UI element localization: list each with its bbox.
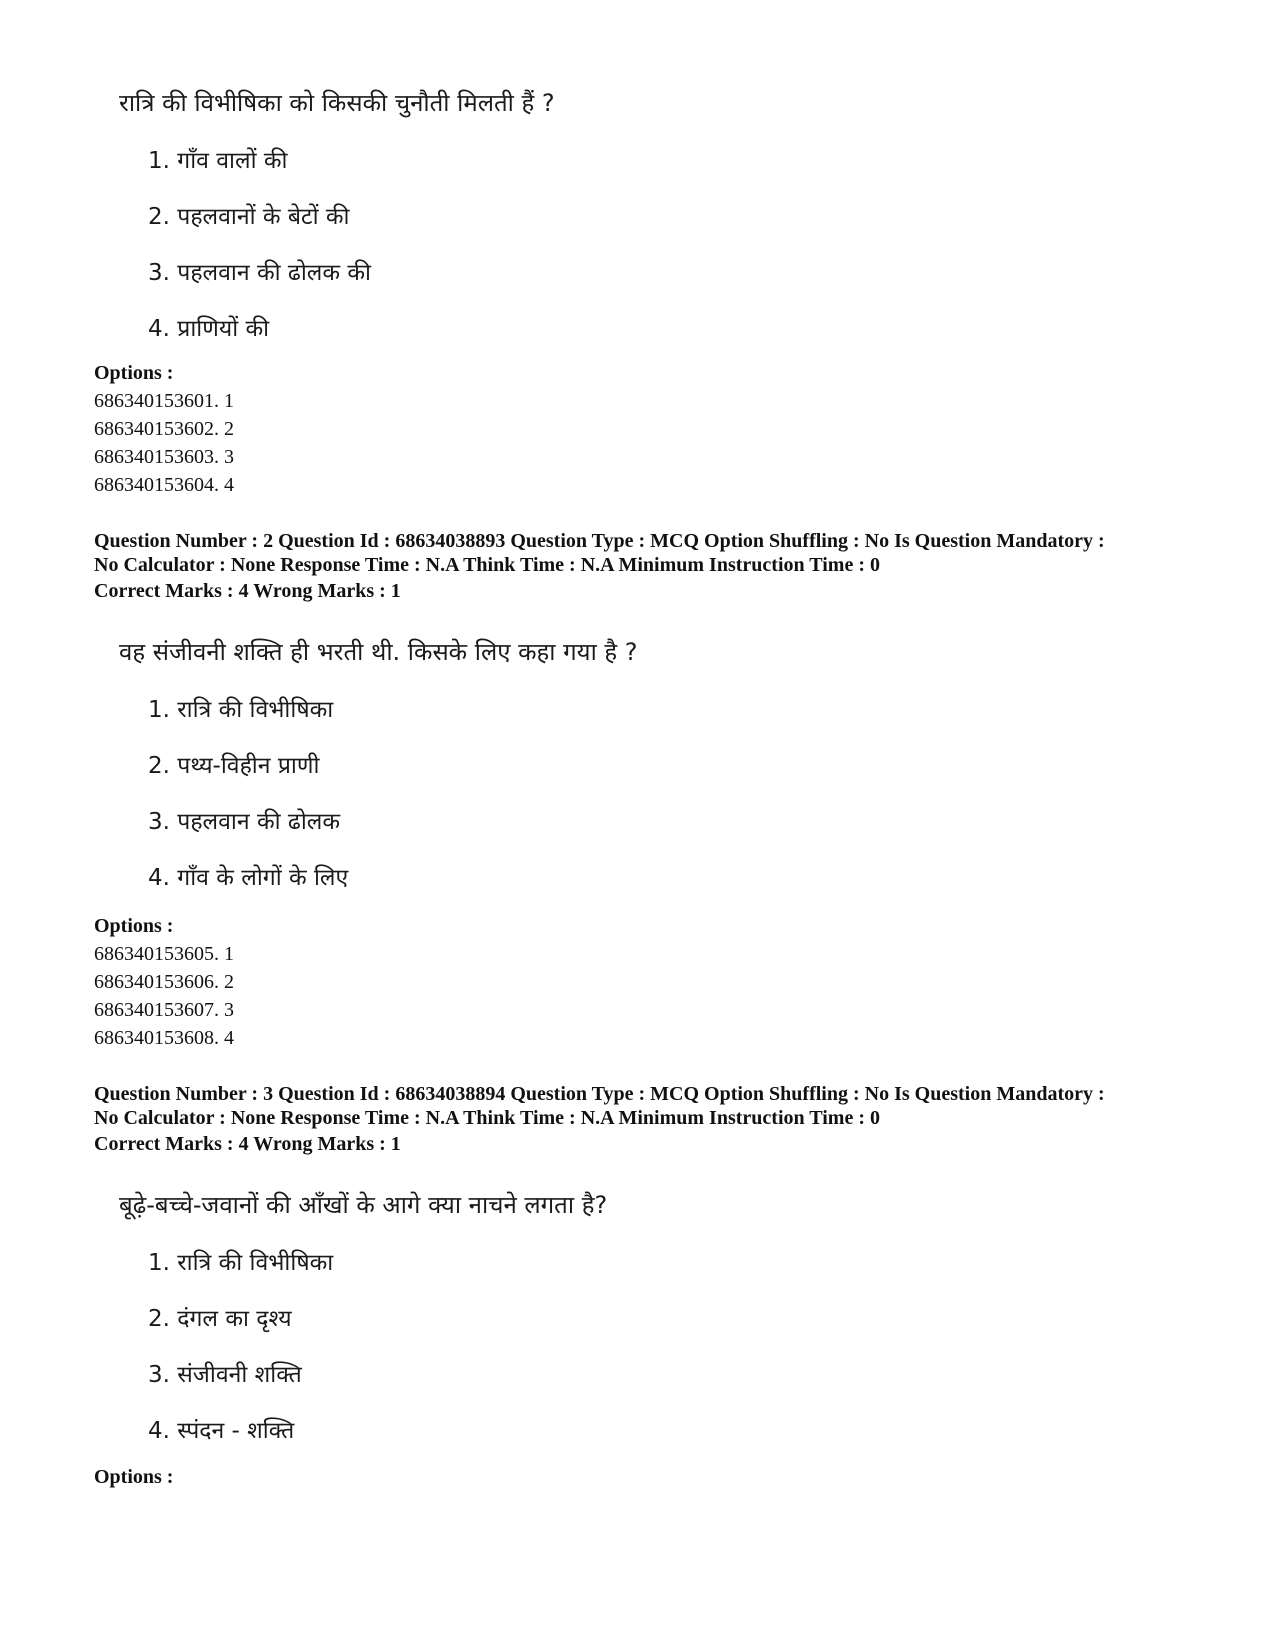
question-3-marks: Correct Marks : 4 Wrong Marks : 1: [94, 1133, 401, 1155]
question-2-choice-3: 3. पहलवान की ढोलक: [148, 809, 341, 835]
question-1-choice-2: 2. पहलवानों के बेटों की: [148, 204, 350, 230]
question-1-option-id: 686340153602. 2: [94, 418, 234, 440]
question-2-meta-line-1: Question Number : 2 Question Id : 68634038893 Question Type : MCQ Option Shuffling : No Is Question Mandatory :: [94, 530, 1105, 552]
question-3-meta: [94, 1082, 1214, 1130]
question-3-meta-line-1: Question Number : 3 Question Id : 68634038894 Question Type : MCQ Option Shuffling : No Is Question Mandatory :: [94, 1083, 1105, 1105]
question-1-stem: रात्रि की विभीषिका को किसकी चुनौती मिलती हैं ?: [119, 89, 555, 117]
question-2-option-id: 686340153608. 4: [94, 1027, 234, 1049]
question-2-marks: Correct Marks : 4 Wrong Marks : 1: [94, 580, 401, 602]
question-3-options-label: Options :: [94, 1466, 174, 1488]
question-2-options-label: Options :: [94, 915, 174, 937]
question-1-option-id: 686340153601. 1: [94, 390, 234, 412]
question-2-choice-2: 2. पथ्य-विहीन प्राणी: [148, 753, 320, 779]
question-3-choice-3: 3. संजीवनी शक्ति: [148, 1362, 302, 1388]
question-1-option-id: 686340153604. 4: [94, 474, 234, 496]
question-2-meta: [94, 529, 1214, 577]
question-1-choice-4: 4. प्राणियों की: [148, 316, 270, 342]
question-3-meta-line-2: No Calculator : None Response Time : N.A Think Time : N.A Minimum Instruction Time : 0: [94, 1107, 880, 1129]
question-1-choice-1: 1. गाँव वालों की: [148, 148, 288, 174]
question-2-option-id: 686340153606. 2: [94, 971, 234, 993]
question-2-choice-1: 1. रात्रि की विभीषिका: [148, 697, 334, 723]
question-1-options-label: Options :: [94, 362, 174, 384]
question-3-stem: बूढ़े-बच्चे-जवानों की आँखों के आगे क्या नाचने लगता है?: [119, 1191, 608, 1219]
question-1-option-id: 686340153603. 3: [94, 446, 234, 468]
question-2-option-id: 686340153607. 3: [94, 999, 234, 1021]
question-3-choice-2: 2. दंगल का दृश्य: [148, 1306, 292, 1332]
question-1-choice-3: 3. पहलवान की ढोलक की: [148, 260, 371, 286]
question-2-stem: वह संजीवनी शक्ति ही भरती थी. किसके लिए कहा गया है ?: [119, 638, 638, 666]
question-3-choice-4: 4. स्पंदन - शक्ति: [148, 1418, 295, 1444]
question-3-choice-1: 1. रात्रि की विभीषिका: [148, 1250, 334, 1276]
question-2-option-id: 686340153605. 1: [94, 943, 234, 965]
question-2-meta-line-2: No Calculator : None Response Time : N.A Think Time : N.A Minimum Instruction Time : 0: [94, 554, 880, 576]
question-2-choice-4: 4. गाँव के लोगों के लिए: [148, 865, 349, 891]
